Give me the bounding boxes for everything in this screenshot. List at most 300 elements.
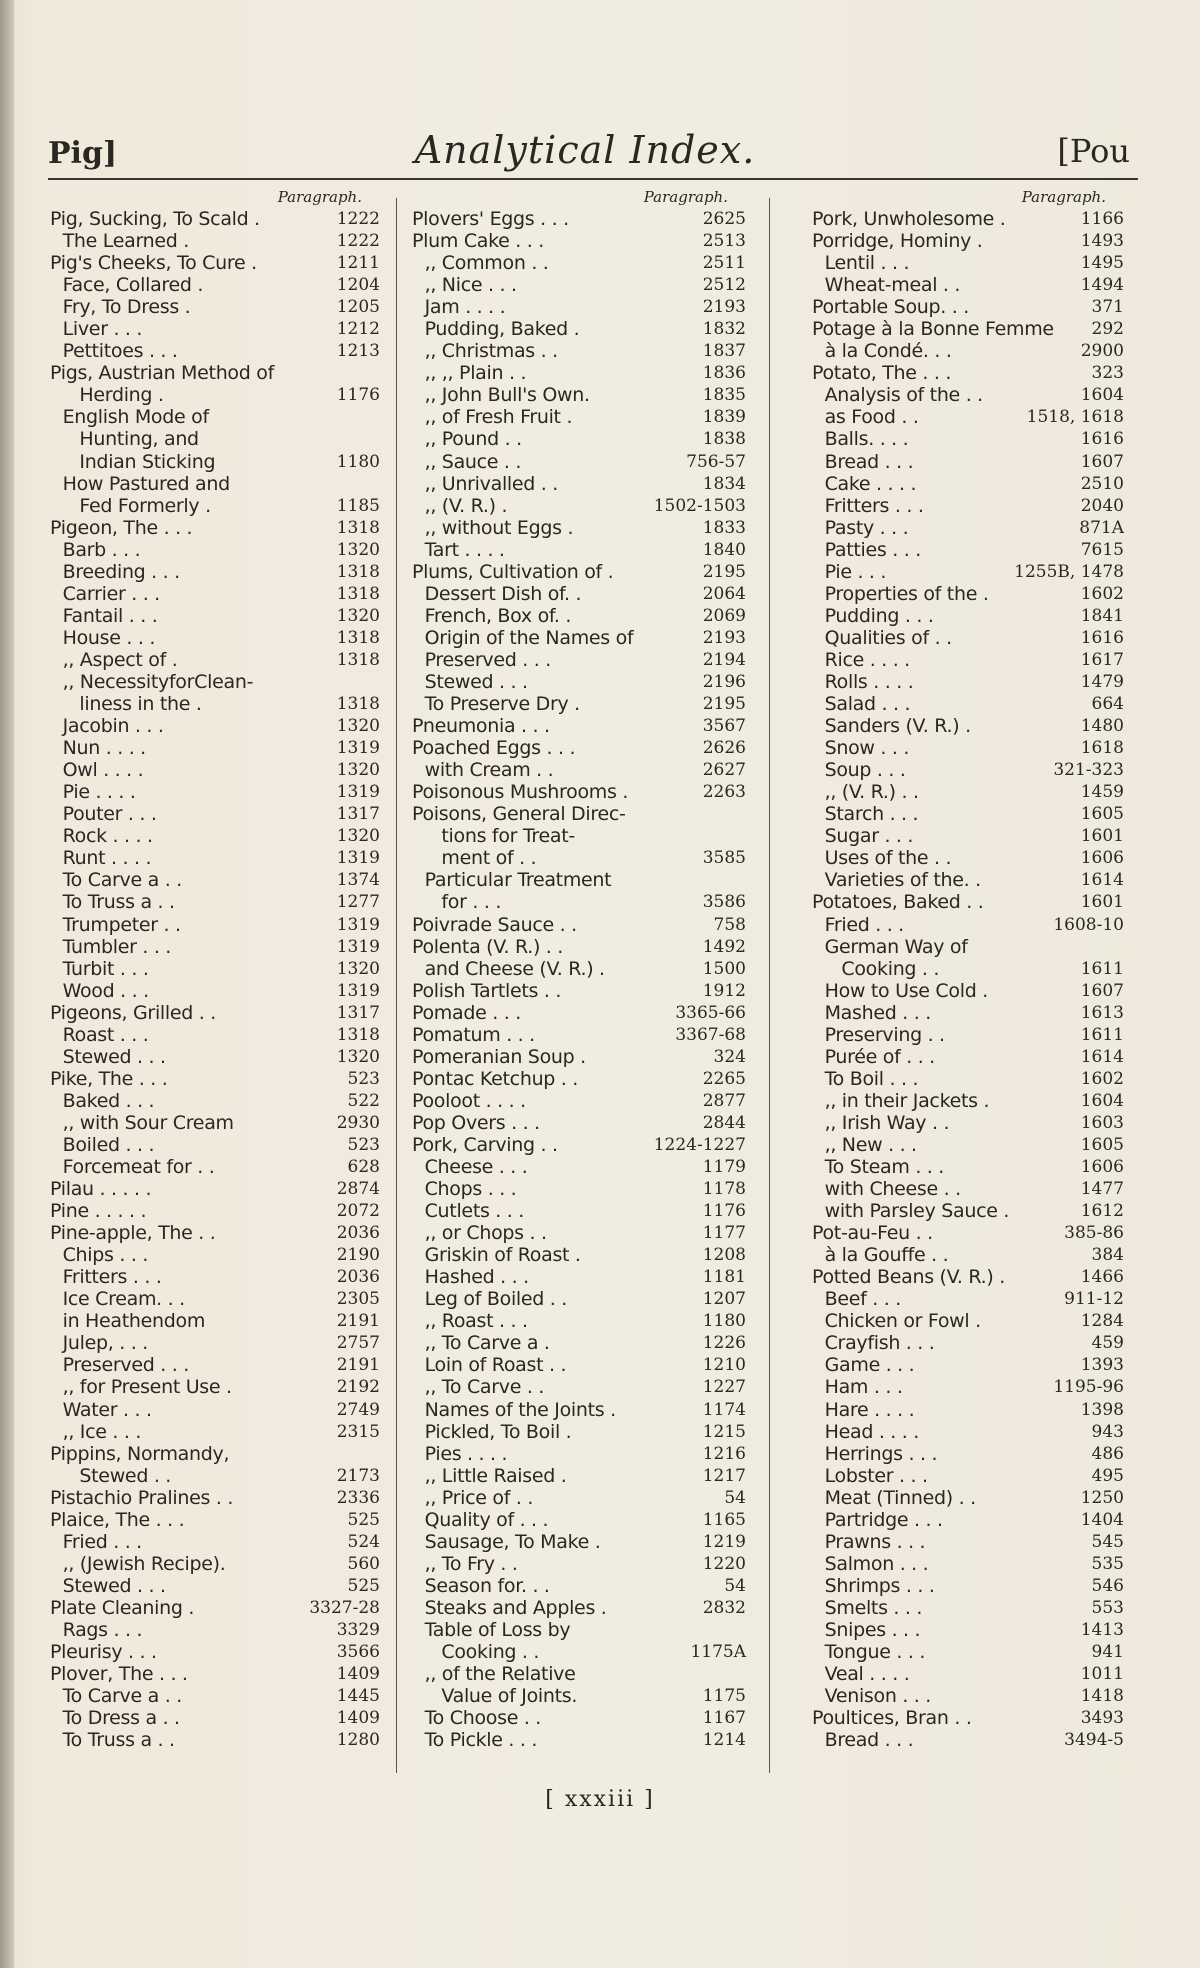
entry-term: Varieties of the. . <box>824 869 981 892</box>
index-entry <box>412 340 746 362</box>
entry-term: Pork, Carving . . <box>412 1133 558 1156</box>
index-entry <box>812 208 1124 230</box>
entry-term: Boiled . . . <box>62 1133 155 1156</box>
entry-paragraph-ref: 1175A <box>690 1642 746 1663</box>
entry-term: To Carve a . . <box>62 1685 182 1708</box>
entry-term: Cooking . . <box>841 957 940 980</box>
entry-paragraph-ref: 664 <box>1091 694 1124 715</box>
entry-term: Turbit . . . <box>62 957 149 980</box>
entry-term: Rock . . . . <box>62 825 153 848</box>
entry-paragraph-ref: 1320 <box>336 1046 380 1067</box>
index-entry <box>812 318 1124 340</box>
column-label: Paragraph. <box>277 188 362 206</box>
index-entry <box>412 1310 746 1332</box>
entry-term: Shrimps . . . <box>824 1574 935 1597</box>
index-entry <box>50 936 380 958</box>
entry-paragraph-ref: 1280 <box>336 1730 380 1751</box>
header-left-guide-word: Pig] <box>48 136 118 171</box>
entry-paragraph-ref: 1226 <box>702 1333 746 1354</box>
index-entry <box>50 428 380 450</box>
entry-paragraph-ref: 2832 <box>702 1597 746 1618</box>
entry-term: Pleurisy . . . <box>50 1641 157 1664</box>
entry-term: Plaice, The . . . <box>50 1508 185 1531</box>
index-entry <box>50 495 380 517</box>
index-entry <box>50 539 380 561</box>
entry-paragraph-ref: 2513 <box>702 231 746 252</box>
entry-term: Ice Cream. . . <box>62 1288 185 1311</box>
entry-term: Fantail . . . <box>62 604 158 627</box>
index-column-3 <box>812 188 1124 1751</box>
entry-paragraph-ref: 1616 <box>1080 627 1124 648</box>
index-entry <box>812 1421 1124 1443</box>
entry-paragraph-ref: 2191 <box>336 1311 380 1332</box>
entry-term: Runt . . . . <box>62 847 152 870</box>
entry-term: Pork, Unwholesome . <box>812 208 1006 230</box>
entry-term: Breeding . . . <box>62 560 180 583</box>
index-entry <box>812 1310 1124 1332</box>
entry-term: Tongue . . . <box>824 1641 926 1664</box>
entry-paragraph-ref: 1319 <box>336 936 380 957</box>
entry-paragraph-ref: 1210 <box>702 1355 746 1376</box>
index-entry <box>812 1619 1124 1641</box>
entry-term: à la Condé. . . <box>824 340 952 363</box>
entry-term: Leg of Boiled . . <box>424 1288 568 1311</box>
entry-paragraph-ref: 546 <box>1091 1575 1124 1596</box>
entry-term: Poisonous Mushrooms . <box>412 781 629 804</box>
entry-term: English Mode of <box>62 406 209 429</box>
index-entry <box>812 1597 1124 1619</box>
index-entry <box>412 1112 746 1134</box>
index-entry <box>812 1332 1124 1354</box>
entry-paragraph-ref: 1616 <box>1080 429 1124 450</box>
entry-paragraph-ref: 2193 <box>702 297 746 318</box>
index-entry <box>412 1222 746 1244</box>
entry-term: Nun . . . . <box>62 737 146 760</box>
entry-paragraph-ref: 1409 <box>336 1708 380 1729</box>
entry-term: Indian Sticking <box>79 450 216 473</box>
entry-term: German Way of <box>824 935 968 958</box>
entry-paragraph-ref: 1477 <box>1080 1179 1124 1200</box>
index-entry <box>412 208 746 230</box>
index-entry <box>812 914 1124 936</box>
index-entry <box>812 1200 1124 1222</box>
index-entry <box>50 583 380 605</box>
entry-term: Polenta (V. R.) . . <box>412 935 564 958</box>
entry-term: ,, (V. R.) . . <box>824 781 919 804</box>
index-entry <box>412 1376 746 1398</box>
entry-paragraph-ref: 1227 <box>702 1377 746 1398</box>
entry-paragraph-ref: 1614 <box>1080 1046 1124 1067</box>
entry-term: Pike, The . . . <box>50 1067 168 1090</box>
entry-paragraph-ref: 1205 <box>336 297 380 318</box>
entry-paragraph-ref: 1614 <box>1080 870 1124 891</box>
entry-paragraph-ref: 1319 <box>336 782 380 803</box>
entry-paragraph-ref: 1607 <box>1080 451 1124 472</box>
entry-paragraph-ref: 1404 <box>1080 1509 1124 1530</box>
entry-term: Porridge, Hominy . <box>812 230 983 253</box>
index-entry <box>812 583 1124 605</box>
entry-paragraph-ref: 2194 <box>702 649 746 670</box>
entry-term: Owl . . . . <box>62 759 144 782</box>
index-entry <box>812 980 1124 1002</box>
entry-term: Stewed . . . <box>62 1574 166 1597</box>
column-divider-1 <box>396 198 397 1773</box>
entry-term: ment of . . <box>441 847 537 870</box>
entry-term: Wheat-meal . . <box>824 274 961 297</box>
index-entry <box>412 384 746 406</box>
page-number: [ xxxiii ] <box>545 1787 655 1812</box>
index-entry <box>812 230 1124 252</box>
index-entry <box>412 1641 746 1663</box>
entry-paragraph-ref: 2191 <box>336 1355 380 1376</box>
entry-term: Starch . . . <box>824 803 919 826</box>
index-entry <box>50 384 380 406</box>
index-entry <box>812 1641 1124 1663</box>
entry-term: Pouter . . . <box>62 803 157 826</box>
index-column-1 <box>50 188 380 1751</box>
entry-paragraph-ref: 495 <box>1091 1465 1124 1486</box>
entry-paragraph-ref: 1601 <box>1080 826 1124 847</box>
entry-term: To Preserve Dry . <box>424 693 580 716</box>
index-entry <box>812 1068 1124 1090</box>
entry-term: Fed Formerly . <box>79 494 211 517</box>
entry-term: Barb . . . <box>62 538 141 561</box>
entry-term: Sanders (V. R.) . <box>824 715 971 738</box>
index-entry <box>50 1090 380 1112</box>
entry-term: Poultices, Bran . . <box>812 1707 972 1730</box>
column-label: Paragraph. <box>643 188 728 206</box>
entry-term: Pop Overs . . . <box>412 1111 540 1134</box>
entry-paragraph-ref: 1840 <box>702 539 746 560</box>
entry-paragraph-ref: 2877 <box>702 1090 746 1111</box>
entry-term: Lentil . . . <box>824 252 910 275</box>
entry-term: as Food . . <box>824 406 919 429</box>
entry-paragraph-ref: 292 <box>1091 319 1124 340</box>
entry-term: for . . . <box>441 891 502 914</box>
entry-paragraph-ref: 2757 <box>336 1333 380 1354</box>
index-entry <box>50 1266 380 1288</box>
index-entry <box>812 406 1124 428</box>
entry-term: Poisons, General Direc- <box>412 803 626 826</box>
entry-paragraph-ref: 2625 <box>702 209 746 229</box>
entry-paragraph-ref: 1318 <box>336 583 380 604</box>
index-entry <box>50 1354 380 1376</box>
entry-term: Forcemeat for . . <box>62 1156 215 1179</box>
index-entry <box>412 318 746 340</box>
index-entry <box>812 296 1124 318</box>
entry-term: ,, Ice . . . <box>62 1420 142 1443</box>
entry-term: Preserving . . <box>824 1023 945 1046</box>
entry-term: Hunting, and <box>79 428 199 451</box>
entry-term: Pudding . . . <box>824 604 934 627</box>
entry-paragraph-ref: 1319 <box>336 914 380 935</box>
index-entry <box>412 627 746 649</box>
entry-paragraph-ref: 3327-28 <box>309 1597 380 1618</box>
index-entry <box>412 274 746 296</box>
entry-term: To Pickle . . . <box>424 1729 538 1752</box>
index-entry <box>812 1134 1124 1156</box>
entry-term: Veal . . . . <box>824 1663 910 1686</box>
entry-term: ,, New . . . <box>824 1133 917 1156</box>
index-entry <box>812 252 1124 274</box>
index-entry <box>50 715 380 737</box>
entry-paragraph-ref: 1606 <box>1080 848 1124 869</box>
entry-paragraph-ref: 1284 <box>1080 1311 1124 1332</box>
index-entry <box>50 274 380 296</box>
entry-term: Patties . . . <box>824 538 921 561</box>
index-entry <box>50 517 380 539</box>
entry-term: Jam . . . . <box>424 296 506 319</box>
index-entry <box>412 1090 746 1112</box>
index-entry <box>412 1509 746 1531</box>
entry-term: Beef . . . <box>824 1288 901 1311</box>
entry-paragraph-ref: 1493 <box>1080 231 1124 252</box>
entry-paragraph-ref: 1611 <box>1080 958 1124 979</box>
entry-paragraph-ref: 1011 <box>1080 1664 1124 1685</box>
entry-term: French, Box of. . <box>424 604 572 627</box>
entry-term: Game . . . <box>824 1354 915 1377</box>
entry-term: ,, without Eggs . <box>424 516 574 539</box>
entry-paragraph-ref: 1480 <box>1080 716 1124 737</box>
entry-paragraph-ref: 1255B, 1478 <box>1014 561 1124 582</box>
entry-paragraph-ref: 1166 <box>1080 209 1124 229</box>
entry-term: Potatoes, Baked . . <box>812 891 984 914</box>
entry-term: Smelts . . . <box>824 1596 923 1619</box>
index-entry <box>412 495 746 517</box>
entry-paragraph-ref: 2173 <box>336 1465 380 1486</box>
entry-paragraph-ref: 1224-1227 <box>653 1134 746 1155</box>
entry-term: ,, NecessityforClean- <box>62 670 254 693</box>
entry-paragraph-ref: 1208 <box>702 1245 746 1266</box>
entry-paragraph-ref: 522 <box>347 1090 380 1111</box>
index-entry <box>412 649 746 671</box>
entry-paragraph-ref: 3329 <box>336 1620 380 1640</box>
entry-term: ,, in their Jackets . <box>824 1089 990 1112</box>
entry-term: Potted Beans (V. R.) . <box>812 1266 1005 1289</box>
index-entry <box>412 825 746 847</box>
index-entry <box>812 869 1124 891</box>
entry-term: Mashed . . . <box>824 1001 931 1024</box>
index-entry <box>412 252 746 274</box>
entry-term: ,, Aspect of . <box>62 648 178 671</box>
entry-term: To Truss a . . <box>62 1729 175 1752</box>
index-entry <box>50 1024 380 1046</box>
index-entry <box>50 318 380 340</box>
index-entry <box>812 649 1124 671</box>
index-entry <box>50 208 380 230</box>
entry-paragraph-ref: 2512 <box>702 275 746 296</box>
entry-paragraph-ref: 486 <box>1091 1443 1124 1464</box>
index-entry <box>812 847 1124 869</box>
index-entry <box>50 781 380 803</box>
entry-paragraph-ref: 1466 <box>1080 1267 1124 1288</box>
index-entry <box>412 847 746 869</box>
entry-term: To Carve a . . <box>62 869 182 892</box>
index-entry <box>50 891 380 913</box>
index-entry <box>812 1663 1124 1685</box>
index-entry <box>412 759 746 781</box>
index-entry <box>412 1266 746 1288</box>
entry-paragraph-ref: 1181 <box>702 1267 746 1288</box>
entry-paragraph-ref: 1176 <box>702 1201 746 1222</box>
entry-term: ,, Sauce . . <box>424 450 522 473</box>
index-entry <box>50 340 380 362</box>
entry-paragraph-ref: 524 <box>347 1531 380 1552</box>
index-column-2 <box>412 188 746 1751</box>
entry-paragraph-ref: 323 <box>1091 363 1124 384</box>
index-entry <box>50 847 380 869</box>
entry-paragraph-ref: 1318 <box>336 561 380 582</box>
entry-term: Pooloot . . . . <box>412 1089 526 1112</box>
entry-term: Head . . . . <box>824 1420 919 1443</box>
entry-paragraph-ref: 2315 <box>336 1421 380 1442</box>
entry-term: ,, Roast . . . <box>424 1310 528 1333</box>
index-entry <box>412 803 746 825</box>
index-entry <box>50 362 380 384</box>
entry-term: Cake . . . . <box>824 472 917 495</box>
entry-term: Tumbler . . . <box>62 935 172 958</box>
entry-term: Pigeon, The . . . <box>50 516 193 539</box>
index-entry <box>812 1531 1124 1553</box>
index-entry <box>50 1729 380 1751</box>
entry-term: Salad . . . <box>824 693 911 716</box>
entry-paragraph-ref: 1212 <box>336 319 380 340</box>
index-entry <box>50 1068 380 1090</box>
index-entry <box>412 1200 746 1222</box>
entry-paragraph-ref: 1174 <box>702 1399 746 1420</box>
entry-paragraph-ref: 1479 <box>1080 671 1124 692</box>
index-entry <box>412 1399 746 1421</box>
index-entry <box>50 1531 380 1553</box>
entry-paragraph-ref: 545 <box>1091 1531 1124 1552</box>
entry-paragraph-ref: 560 <box>347 1553 380 1574</box>
entry-paragraph-ref: 1180 <box>702 1311 746 1332</box>
index-entry <box>812 891 1124 913</box>
entry-paragraph-ref: 1492 <box>702 936 746 957</box>
index-entry <box>412 1244 746 1266</box>
entry-paragraph-ref: 1602 <box>1080 583 1124 604</box>
entry-paragraph-ref: 1318 <box>336 627 380 648</box>
entry-term: Baked . . . <box>62 1089 155 1112</box>
entry-term: To Boil . . . <box>824 1067 919 1090</box>
entry-term: House . . . <box>62 626 156 649</box>
index-entry <box>50 649 380 671</box>
entry-term: liness in the . <box>79 693 202 716</box>
entry-paragraph-ref: 1841 <box>1080 605 1124 626</box>
index-entry <box>412 737 746 759</box>
entry-paragraph-ref: 1222 <box>336 231 380 252</box>
entry-paragraph-ref: 1318 <box>336 1024 380 1045</box>
index-entry <box>50 1707 380 1729</box>
entry-term: Pig's Cheeks, To Cure . <box>50 252 257 275</box>
index-entry <box>812 1575 1124 1597</box>
entry-term: Tart . . . . <box>424 538 505 561</box>
index-entry <box>50 1619 380 1641</box>
entry-term: ,, John Bull's Own. <box>424 384 590 407</box>
index-entry <box>812 1707 1124 1729</box>
entry-term: Cutlets . . . <box>424 1200 525 1223</box>
entry-term: The Learned . <box>62 230 190 253</box>
entry-paragraph-ref: 1317 <box>336 1002 380 1023</box>
entry-paragraph-ref: 1500 <box>702 958 746 979</box>
entry-term: Meat (Tinned) . . <box>824 1486 976 1509</box>
entry-term: ,, Little Raised . <box>424 1464 567 1487</box>
entry-term: Stewed . . . <box>424 670 528 693</box>
entry-term: Pig, Sucking, To Scald . <box>50 208 260 230</box>
index-entry <box>50 1685 380 1707</box>
index-entry <box>50 1399 380 1421</box>
entry-term: Pigs, Austrian Method of <box>50 362 274 385</box>
entry-term: Poached Eggs . . . <box>412 737 576 760</box>
entry-term: Pettitoes . . . <box>62 340 178 363</box>
entry-term: ,, Unrivalled . . <box>424 472 559 495</box>
index-entry <box>50 803 380 825</box>
entry-term: ,, for Present Use . <box>62 1376 232 1399</box>
entry-paragraph-ref: 1834 <box>702 473 746 494</box>
entry-paragraph-ref: 1217 <box>702 1465 746 1486</box>
entry-paragraph-ref: 1603 <box>1080 1112 1124 1133</box>
index-entry <box>412 1068 746 1090</box>
entry-paragraph-ref: 1494 <box>1080 275 1124 296</box>
entry-term: Ham . . . <box>824 1376 903 1399</box>
entry-paragraph-ref: 523 <box>347 1134 380 1155</box>
entry-term: Wood . . . <box>62 979 149 1002</box>
entry-term: Lobster . . . <box>824 1464 928 1487</box>
index-entry <box>812 1178 1124 1200</box>
entry-term: Snipes . . . <box>824 1619 921 1641</box>
index-entry <box>50 1376 380 1398</box>
index-entry <box>50 1509 380 1531</box>
header-rule <box>48 178 1138 180</box>
entry-paragraph-ref: 3566 <box>336 1642 380 1663</box>
entry-paragraph-ref: 1176 <box>336 385 380 406</box>
index-entry <box>412 781 746 803</box>
index-entry <box>812 362 1124 384</box>
index-entry <box>50 1002 380 1024</box>
index-entry <box>412 1178 746 1200</box>
entry-term: Dessert Dish of. . <box>424 582 582 605</box>
index-entry <box>812 627 1124 649</box>
entry-term: tions for Treat- <box>441 825 575 848</box>
index-entry <box>50 1575 380 1597</box>
index-entry <box>50 473 380 495</box>
entry-term: Roast . . . <box>62 1023 149 1046</box>
entry-term: with Cream . . <box>424 759 554 782</box>
index-entry <box>412 428 746 450</box>
entry-term: Table of Loss by <box>424 1619 571 1641</box>
entry-paragraph-ref: 756-57 <box>686 451 746 472</box>
entry-paragraph-ref: 459 <box>1091 1333 1124 1354</box>
index-entry <box>50 1421 380 1443</box>
index-entry <box>50 252 380 274</box>
entry-term: and Cheese (V. R.) . <box>424 957 605 980</box>
index-entry <box>50 1244 380 1266</box>
index-entry <box>812 1090 1124 1112</box>
entry-paragraph-ref: 1418 <box>1080 1686 1124 1707</box>
entry-term: Fry, To Dress . <box>62 296 191 319</box>
entry-paragraph-ref: 2930 <box>336 1112 380 1133</box>
index-entry <box>412 715 746 737</box>
index-entry <box>812 539 1124 561</box>
index-entry <box>412 869 746 891</box>
entry-term: Carrier . . . <box>62 582 160 605</box>
entry-paragraph-ref: 523 <box>347 1068 380 1089</box>
entry-paragraph-ref: 1605 <box>1080 1134 1124 1155</box>
index-entry <box>412 693 746 715</box>
index-entry <box>812 781 1124 803</box>
entry-paragraph-ref: 943 <box>1091 1421 1124 1442</box>
entry-paragraph-ref: 941 <box>1091 1642 1124 1663</box>
